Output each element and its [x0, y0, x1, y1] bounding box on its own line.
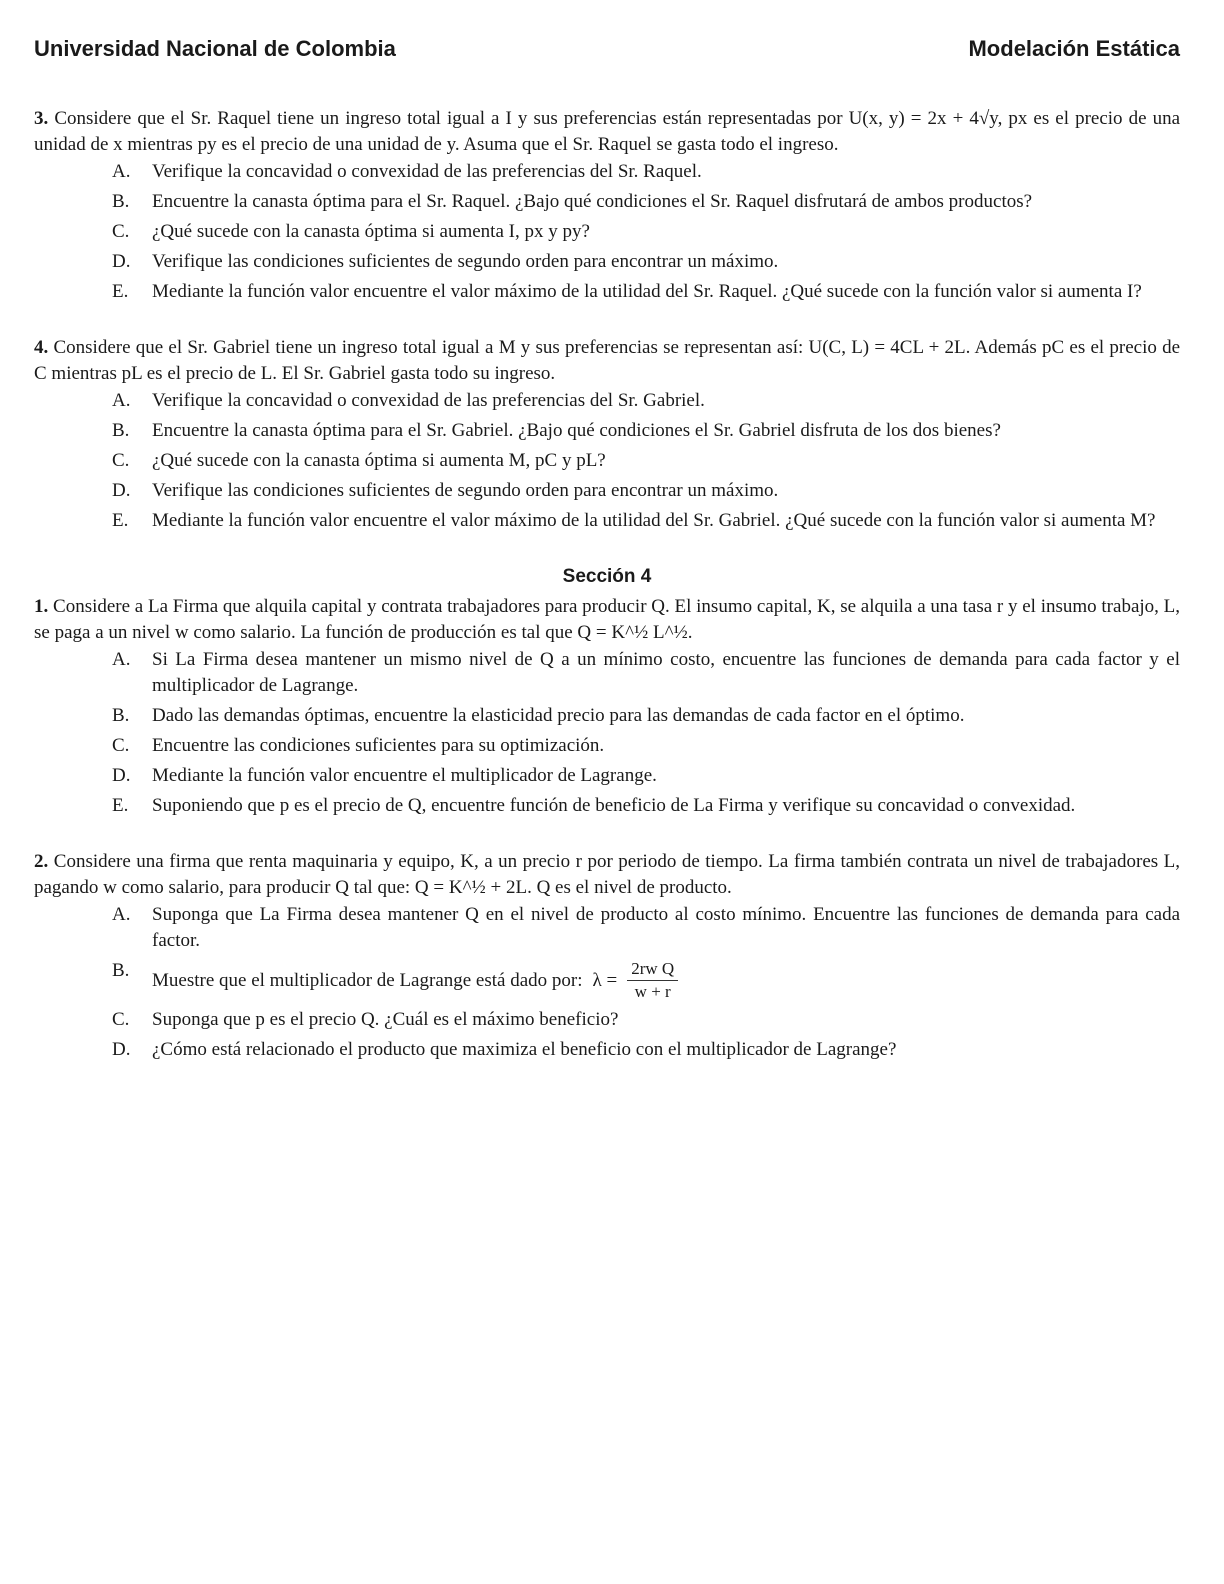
item-marker: C. [112, 221, 130, 242]
problem-items [34, 902, 1180, 1063]
section-title: Sección 4 [562, 566, 652, 587]
formula-lhs: λ = [592, 969, 618, 991]
list-item [34, 958, 1180, 1003]
problem-intro: 3. Considere que el Sr. Raquel tiene un ingreso total igual a I y sus preferencias están representadas por U(x, y) = 2x + 4√y, px es el precio de una unidad de x mientras py es el precio de una unidad de y. Asuma que el Sr. Raquel se gasta todo el ingreso. [34, 108, 1181, 155]
item-marker: D. [112, 480, 131, 501]
problem-4 [34, 335, 1180, 534]
item-marker: A. [112, 649, 131, 670]
item-marker: E. [112, 510, 129, 531]
list-item: E. Suponiendo que p es el precio de Q, encuentre función de beneficio de La Firma y verifique su concavidad o convexidad. [34, 793, 1180, 819]
page-header [34, 36, 1180, 70]
item-marker: B. [112, 705, 130, 726]
item-marker: E. [112, 281, 129, 302]
list-item: C. Encuentre las condiciones suficientes para su optimización. [34, 733, 1180, 759]
item-marker: A. [112, 390, 131, 411]
item-marker: B. [112, 191, 130, 212]
list-item: C. Suponga que p es el precio Q. ¿Cuál es el máximo beneficio? [34, 1007, 1180, 1033]
list-item: B. Encuentre la canasta óptima para el Sr. Raquel. ¿Bajo qué condiciones el Sr. Raquel disfrutará de ambos productos? [34, 189, 1180, 215]
section-problem-2 [34, 849, 1180, 1063]
list-item: D. Verifique las condiciones suficientes de segundo orden para encontrar un máximo. [34, 249, 1180, 275]
list-item: A. Verifique la concavidad o convexidad de las preferencias del Sr. Gabriel. [34, 388, 1180, 414]
problem-3 [34, 106, 1180, 305]
problem-items [34, 388, 1180, 534]
formula-line: Muestre que el multiplicador de Lagrange está dado por: λ = $\frac{\text{2rw Q}}{w + r}$ [152, 958, 1180, 1003]
formula-numerator: 2rw Q [627, 958, 678, 981]
list-item: C. ¿Qué sucede con la canasta óptima si aumenta M, pC y pL? [34, 448, 1180, 474]
item-marker: C. [112, 1009, 130, 1030]
item-marker: B. [112, 420, 130, 441]
item-marker: D. [112, 765, 131, 786]
item-marker: D. [112, 251, 131, 272]
list-item: B. Dado las demandas óptimas, encuentre la elasticidad precio para las demandas de cada factor en el óptimo. [34, 703, 1180, 729]
problem-number: 1. [34, 596, 49, 617]
problem-number: 4. [34, 337, 49, 358]
list-item: D. Mediante la función valor encuentre el multiplicador de Lagrange. [34, 763, 1180, 789]
item-marker: C. [112, 735, 130, 756]
header-course: Modelación Estática [968, 36, 1180, 61]
item-marker: A. [112, 904, 131, 925]
item-marker: D. [112, 1039, 131, 1060]
header-university: Universidad Nacional de Colombia [34, 36, 396, 61]
problem-intro: 1. Considere a La Firma que alquila capital y contrata trabajadores para producir Q. El insumo capital, K, se alquila a una tasa r y el insumo trabajo, L, se paga a un nivel w como salario. La función de producción es tal que Q = K^½ L^½. [34, 596, 1181, 643]
list-item: D. Verifique las condiciones suficientes de segundo orden para encontrar un máximo. [34, 478, 1180, 504]
item-marker: C. [112, 450, 130, 471]
list-item: C. ¿Qué sucede con la canasta óptima si aumenta I, px y py? [34, 219, 1180, 245]
problem-number: 2. [34, 851, 49, 872]
list-item: A. Si La Firma desea mantener un mismo nivel de Q a un mínimo costo, encuentre las funciones de demanda para cada factor y el multiplicador de Lagrange. [112, 649, 1180, 696]
list-item: D. ¿Cómo está relacionado el producto que maximiza el beneficio con el multiplicador de Lagrange? [34, 1037, 1180, 1063]
problem-intro: 4. Considere que el Sr. Gabriel tiene un ingreso total igual a M y sus preferencias se representan así: U(C, L) = 4CL + 2L. Además pC es el precio de C mientras pL es el precio de L. El Sr. Gabriel gasta todo su ingreso. [34, 337, 1181, 384]
section-problem-1 [34, 594, 1180, 819]
list-item: E. Mediante la función valor encuentre el valor máximo de la utilidad del Sr. Raquel. ¿Qué sucede con la función valor si aumenta I? [34, 279, 1180, 305]
formula-denominator: w + r [634, 982, 671, 1001]
item-marker: A. [112, 161, 131, 182]
item-marker: E. [112, 795, 129, 816]
item-marker: B. [112, 960, 130, 981]
problem-number: 3. [34, 108, 49, 129]
list-item: E. Mediante la función valor encuentre el valor máximo de la utilidad del Sr. Gabriel. ¿Qué sucede con la función valor si aumenta M? [34, 508, 1180, 534]
list-item: A. Suponga que La Firma desea mantener Q en el nivel de producto al costo mínimo. Encuentre las funciones de demanda para cada factor. [112, 904, 1180, 951]
problem-items [34, 647, 1180, 819]
problem-intro: 2. Considere una firma que renta maquinaria y equipo, K, a un precio r por periodo de tiempo. La firma también contrata un nivel de trabajadores L, pagando w como salario, para producir Q tal que: Q = K^½ + 2L. Q es el nivel de producto. [34, 851, 1180, 898]
list-item: A. Verifique la concavidad o convexidad de las preferencias del Sr. Raquel. [34, 159, 1180, 185]
problem-items [34, 159, 1180, 305]
formula-fraction [627, 958, 678, 1003]
list-item: B. Encuentre la canasta óptima para el Sr. Gabriel. ¿Bajo qué condiciones el Sr. Gabriel disfruta de los dos bienes? [34, 418, 1180, 444]
